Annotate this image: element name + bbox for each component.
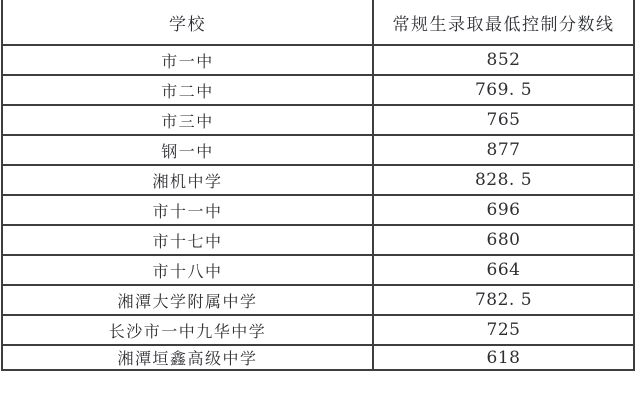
score-cell: 696 [373, 195, 634, 225]
school-cell: 市三中 [2, 105, 373, 135]
score-cell: 725 [373, 315, 634, 345]
school-cell: 市十一中 [2, 195, 373, 225]
score-cell: 769. 5 [373, 75, 634, 105]
header-row [2, 0, 634, 45]
table-row [2, 195, 634, 225]
table-row [2, 165, 634, 195]
score-cell: 852 [373, 45, 634, 75]
admission-score-table [1, 0, 635, 371]
column-header-score: 常规生录取最低控制分数线 [373, 0, 634, 45]
table-row [2, 45, 634, 75]
table-row [2, 345, 634, 370]
table-row [2, 75, 634, 105]
school-cell: 市十七中 [2, 225, 373, 255]
table-row [2, 315, 634, 345]
column-header-school: 学校 [2, 0, 373, 45]
school-cell: 湘潭大学附属中学 [2, 285, 373, 315]
table-row [2, 105, 634, 135]
score-cell: 765 [373, 105, 634, 135]
table-row [2, 225, 634, 255]
school-cell: 钢一中 [2, 135, 373, 165]
school-cell: 长沙市一中九华中学 [2, 315, 373, 345]
score-cell: 618 [373, 345, 634, 370]
school-cell: 湘潭垣鑫高级中学 [2, 345, 373, 370]
school-cell: 市十八中 [2, 255, 373, 285]
school-cell: 市二中 [2, 75, 373, 105]
score-cell: 877 [373, 135, 634, 165]
school-cell: 湘机中学 [2, 165, 373, 195]
score-cell: 664 [373, 255, 634, 285]
score-cell: 782. 5 [373, 285, 634, 315]
table-row [2, 255, 634, 285]
score-cell: 680 [373, 225, 634, 255]
score-cell: 828. 5 [373, 165, 634, 195]
table-body [2, 45, 634, 370]
table-row [2, 135, 634, 165]
table-row [2, 285, 634, 315]
school-cell: 市一中 [2, 45, 373, 75]
